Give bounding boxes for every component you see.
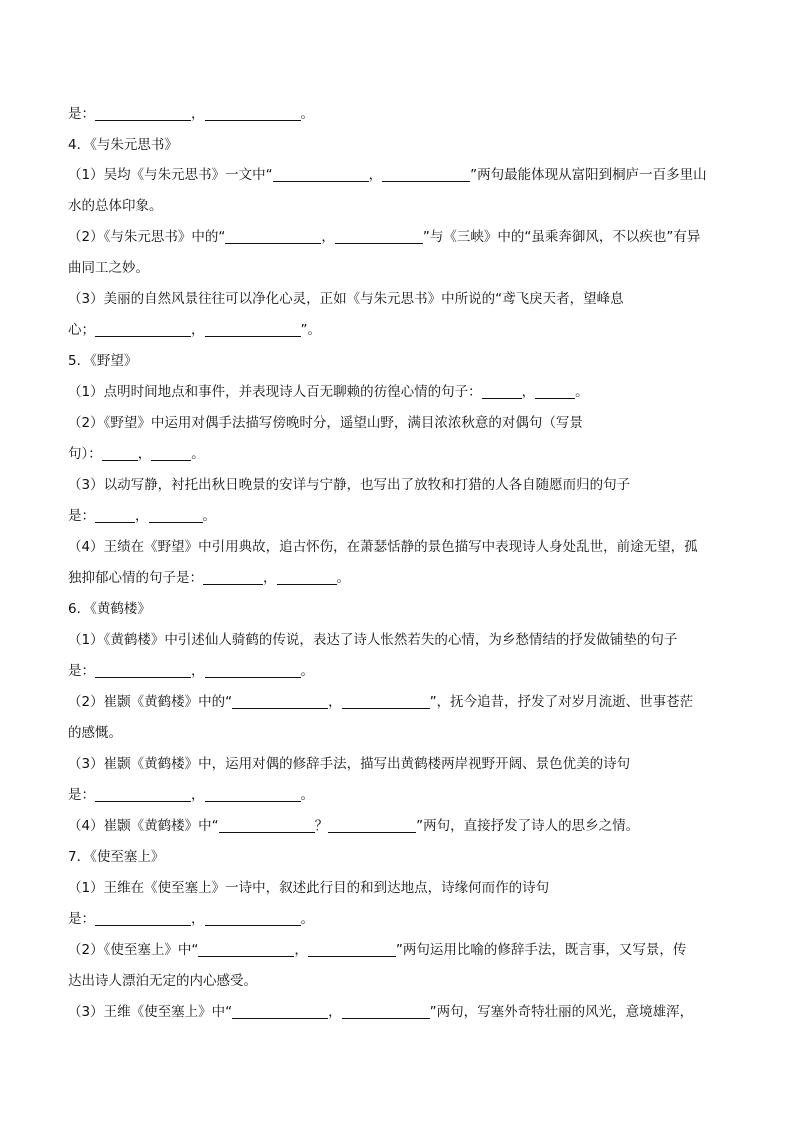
question-4-2-cont: 曲同工之妙。	[68, 260, 149, 276]
answer-blank[interactable]	[232, 694, 328, 709]
question-5-3-cont: 是： ， 。	[68, 508, 216, 524]
answer-blank[interactable]	[198, 942, 294, 957]
question-4-3: （3）美丽的自然风景往往可以净化心灵，正如《与朱元思书》中所说的“鸢飞戾天者，望峰息	[68, 291, 624, 307]
answer-blank[interactable]	[225, 229, 321, 244]
answer-blank[interactable]	[219, 818, 315, 833]
question-5-4: （4）王绩在《野望》中引用典故，追古怀伤，在萧瑟恬静的景色描写中表现诗人身处乱世，前途无望，孤	[68, 539, 698, 555]
question-6-2-cont: 的感慨。	[68, 725, 122, 741]
answer-blank[interactable]	[335, 229, 423, 244]
answer-blank[interactable]	[203, 570, 263, 585]
answer-blank[interactable]	[205, 787, 301, 802]
section-heading-4: 4．《与朱元思书》	[68, 137, 178, 153]
answer-blank[interactable]	[342, 694, 430, 709]
question-7-2: （2）《使至塞上》中“ ， ”两句运用比喻的修辞手法，既言事，又写景，传	[68, 942, 687, 958]
answer-blank[interactable]	[149, 508, 203, 523]
answer-blank[interactable]	[95, 787, 191, 802]
answer-blank[interactable]	[205, 322, 301, 337]
question-4-1-cont: 水的总体印象。	[68, 198, 163, 214]
question-7-1: （1）王维在《使至塞上》一诗中，叙述此行目的和到达地点，诗缘何而作的诗句	[68, 880, 550, 896]
section-heading-7: 7．《使至塞上》	[68, 849, 165, 865]
answer-blank[interactable]	[482, 384, 522, 399]
answer-blank[interactable]	[95, 106, 191, 121]
question-5-2-cont: 句）： ， 。	[68, 446, 205, 462]
question-6-4: （4）崔颢《黄鹤楼》中“ ？ ”两句，直接抒发了诗人的思乡之情。	[68, 818, 640, 834]
question-7-3: （3）王维《使至塞上》中“ ， ”两句，写塞外奇特壮丽的风光，意境雄浑，	[68, 1004, 694, 1020]
question-5-4-cont: 独抑郁心情的句子是： ， 。	[68, 570, 350, 586]
answer-blank[interactable]	[95, 911, 191, 926]
question-5-1: （1）点明时间地点和事件，并表现诗人百无聊赖的彷徨心情的句子： ， 。	[68, 384, 589, 400]
question-7-2-cont: 达出诗人漂泊无定的内心感受。	[68, 973, 257, 989]
section-heading-6: 6．《黄鹤楼》	[68, 601, 151, 617]
answer-blank[interactable]	[342, 1004, 430, 1019]
answer-blank[interactable]	[205, 106, 301, 121]
answer-blank[interactable]	[277, 570, 337, 585]
question-6-1-cont: 是： ， 。	[68, 663, 314, 679]
answer-blank[interactable]	[102, 446, 138, 461]
answer-blank[interactable]	[95, 508, 135, 523]
answer-blank[interactable]	[273, 167, 369, 182]
answer-blank[interactable]	[151, 446, 191, 461]
answer-blank[interactable]	[308, 942, 396, 957]
question-4-3-cont: 心； ， ”。	[68, 322, 321, 338]
question-4-1: （1）吴均《与朱元思书》一文中“ ， ”两句最能体现从富阳到桐庐一百多里山	[68, 167, 707, 183]
answer-blank[interactable]	[95, 663, 191, 678]
line-1: 是： ， 。	[68, 106, 314, 122]
question-4-2: （2）《与朱元思书》中的“ ， ”与《三峡》中的“虽乘奔御风，不以疾也”有异	[68, 229, 701, 245]
question-6-1: （1）《黄鹤楼》中引述仙人骑鹤的传说，表达了诗人怅然若失的心情，为乡愁情结的抒发做铺垫的句子	[68, 632, 678, 648]
answer-blank[interactable]	[328, 818, 416, 833]
question-6-3: （3）崔颢《黄鹤楼》中，运用对偶的修辞手法，描写出黄鹤楼两岸视野开阔、景色优美的诗句	[68, 756, 631, 772]
answer-blank[interactable]	[95, 322, 191, 337]
question-7-1-cont: 是： ， 。	[68, 911, 314, 927]
question-5-2: （2）《野望》中运用对偶手法描写傍晚时分，遥望山野，满目浓浓秋意的对偶句（写景	[68, 415, 583, 431]
question-5-3: （3）以动写静，衬托出秋日晚景的安详与宁静，也写出了放牧和打猎的人各自随愿而归的句子	[68, 477, 631, 493]
question-6-2: （2）崔颢《黄鹤楼》中的“ ， ”，抚今追昔，抒发了对岁月流逝、世事苍茫	[68, 694, 694, 710]
answer-blank[interactable]	[205, 663, 301, 678]
answer-blank[interactable]	[232, 1004, 328, 1019]
answer-blank[interactable]	[535, 384, 575, 399]
answer-blank[interactable]	[205, 911, 301, 926]
answer-blank[interactable]	[382, 167, 470, 182]
section-heading-5: 5．《野望》	[68, 353, 138, 369]
question-6-3-cont: 是： ， 。	[68, 787, 314, 803]
